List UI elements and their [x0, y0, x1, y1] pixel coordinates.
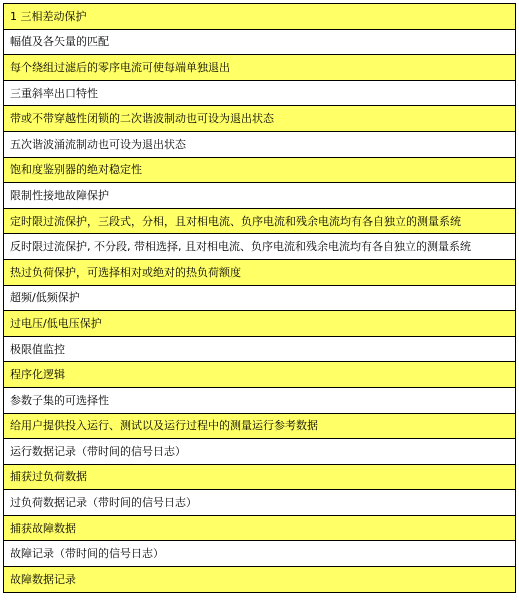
feature-cell: 1 三相差动保护: [4, 4, 516, 30]
feature-table: [3, 3, 516, 593]
feature-cell: 给用户提供投入运行、测试以及运行过程中的测量运行参考数据: [4, 413, 516, 439]
feature-cell: 超频/低频保护: [4, 285, 516, 311]
feature-cell: 过电压/低电压保护: [4, 311, 516, 337]
feature-cell: 每个绕组过滤后的零序电流可使每端单独退出: [4, 55, 516, 81]
table-row: [4, 336, 516, 362]
feature-cell: 程序化逻辑: [4, 362, 516, 388]
table-row: [4, 515, 516, 541]
feature-cell: 过负荷数据记录（带时间的信号日志）: [4, 490, 516, 516]
feature-cell: 三重斜率出口特性: [4, 80, 516, 106]
feature-cell: 故障记录（带时间的信号日志）: [4, 541, 516, 567]
table-row: [4, 387, 516, 413]
table-row: [4, 362, 516, 388]
table-row: [4, 234, 516, 260]
feature-cell: 带或不带穿越性闭锁的二次谐波制动也可设为退出状态: [4, 106, 516, 132]
table-row: [4, 157, 516, 183]
feature-cell: 定时限过流保护，三段式，分相，且对相电流、负序电流和残余电流均有各自独立的测量系统: [4, 208, 516, 234]
feature-cell: 运行数据记录（带时间的信号日志）: [4, 439, 516, 465]
table-row: [4, 464, 516, 490]
table-row: [4, 4, 516, 30]
feature-cell: 参数子集的可选择性: [4, 387, 516, 413]
feature-cell: 极限值监控: [4, 336, 516, 362]
table-row: [4, 285, 516, 311]
table-row: [4, 259, 516, 285]
feature-cell: 故障数据记录: [4, 567, 516, 593]
feature-cell: 捕获过负荷数据: [4, 464, 516, 490]
table-row: [4, 55, 516, 81]
feature-cell: 捕获故障数据: [4, 515, 516, 541]
table-row: [4, 439, 516, 465]
feature-cell: 反时限过流保护, 不分段, 带相选择, 且对相电流、负序电流和残余电流均有各自独立的测量系统: [4, 234, 516, 260]
table-row: [4, 183, 516, 209]
feature-cell: 热过负荷保护，可选择相对或绝对的热负荷额度: [4, 259, 516, 285]
feature-cell: 饱和度鉴别器的绝对稳定性: [4, 157, 516, 183]
table-row: [4, 311, 516, 337]
feature-cell: 限制性接地故障保护: [4, 183, 516, 209]
table-row: [4, 541, 516, 567]
table-row: [4, 80, 516, 106]
table-row: [4, 413, 516, 439]
feature-table-body: [4, 4, 516, 593]
table-row: [4, 131, 516, 157]
table-row: [4, 106, 516, 132]
feature-cell: 五次谐波涌流制动也可设为退出状态: [4, 131, 516, 157]
table-row: [4, 567, 516, 593]
feature-cell: 幅值及各矢量的匹配: [4, 29, 516, 55]
table-row: [4, 29, 516, 55]
table-row: [4, 208, 516, 234]
table-row: [4, 490, 516, 516]
